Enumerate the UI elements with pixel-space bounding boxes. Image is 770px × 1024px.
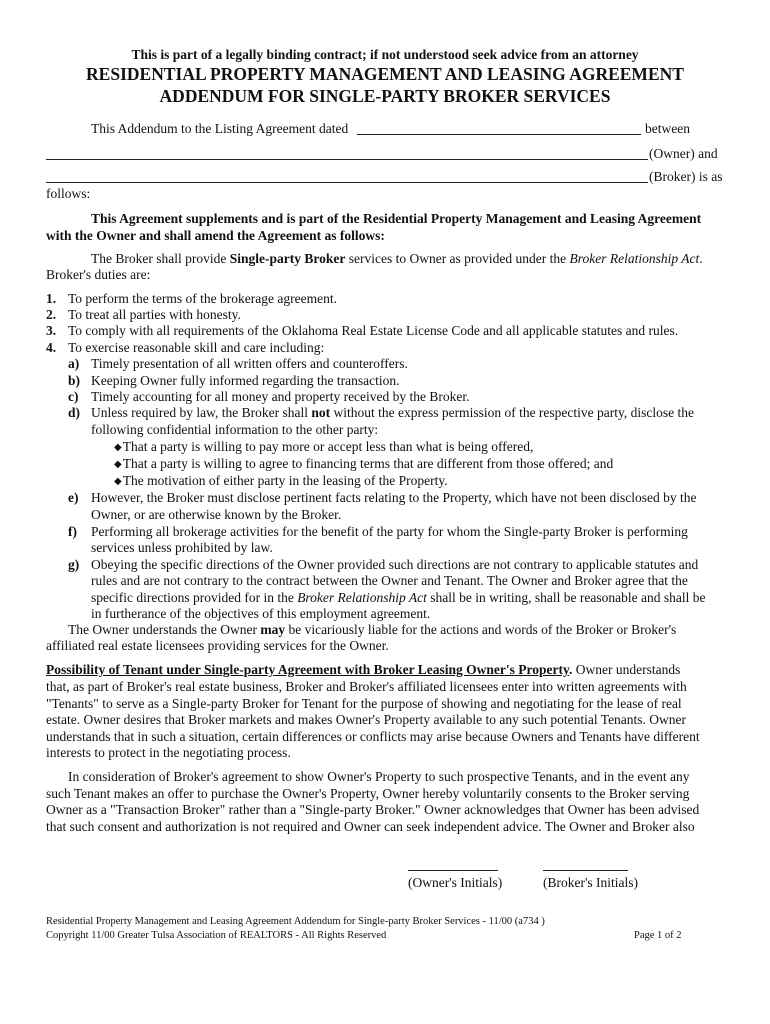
subduty-item-cont: specific directions provided for in the Broker Relationship Act shall be in writing, shall be reasonable and shall be	[91, 590, 706, 605]
bullet-item: ◆The motivation of either party in the leasing of the Property.	[114, 473, 448, 488]
consideration-line: such Tenant makes an offer to purchase the Owner's Property, Owner hereby voluntarily consents to the Broker serving	[46, 786, 690, 801]
subduty-item: Keeping Owner fully informed regarding the transaction.	[91, 373, 400, 388]
broker-initials-label: (Broker's Initials)	[543, 875, 639, 890]
duty-item: To exercise reasonable skill and care including:	[68, 340, 325, 355]
footer-copyright: Copyright 11/00 Greater Tulsa Association of REALTORS - All Rights Reserved	[46, 930, 387, 941]
broker-initials-blank[interactable]	[543, 870, 628, 871]
diamond-bullet-icon: ◆	[114, 459, 122, 470]
subduty-item-cont: in furtherance of the objectives of this employment agreement.	[91, 606, 431, 621]
possibility-line: understands that in such a situation, certain differences or conflicts may arise because Owners and Tenants have different	[46, 729, 700, 744]
broker-provides-line1: The Broker shall provide Single-party Broker services to Owner as provided under the Broker Relationship Act.	[91, 251, 703, 266]
consideration-line: that such consent and authorization is not required and Owner can seek independent advice. The Owner and Broker also	[46, 819, 695, 834]
subduty-item: Timely presentation of all written offers and counteroffers.	[91, 356, 408, 371]
subduty-item: Timely accounting for all money and property received by the Broker.	[91, 389, 470, 404]
owner-initials-blank[interactable]	[408, 870, 498, 871]
subduty-label: e)	[68, 490, 79, 505]
page-number: Page 1 of 2	[634, 930, 682, 941]
addendum-dated-label: This Addendum to the Listing Agreement dated	[91, 121, 349, 136]
legal-notice: This is part of a legally binding contract; if not understood seek advice from an attorney	[131, 47, 639, 62]
duty-item: To comply with all requirements of the Oklahoma Real Estate License Code and all applicable statutes and rules.	[68, 323, 679, 338]
broker-name-blank[interactable]	[46, 182, 648, 183]
footer-form-name: Residential Property Management and Leasing Agreement Addendum for Single-party Broker Services - 11/00 (a734 )	[46, 916, 545, 927]
subduty-item: Performing all brokerage activities for the benefit of the party for whom the Single-party Broker is performing	[91, 524, 688, 539]
subduty-label: f)	[68, 524, 77, 539]
subduty-label: d)	[68, 405, 81, 420]
supplement-line2: with the Owner and shall amend the Agreement as follows:	[46, 228, 385, 243]
subduty-label: g)	[68, 557, 80, 572]
between-label: between	[645, 121, 690, 136]
bullet-item: ◆That a party is willing to agree to financing terms that are different from those offered; and	[114, 456, 614, 471]
document-title-line2: ADDENDUM FOR SINGLE-PARTY BROKER SERVICES	[159, 86, 611, 106]
duty-number: 2.	[46, 307, 57, 322]
subduty-item-cont: rules and are not contrary to the contract between the Owner and Tenant. The Owner and Broker agree that the	[91, 573, 688, 588]
owner-and-label: (Owner) and	[649, 146, 718, 161]
owner-name-blank[interactable]	[46, 159, 648, 160]
subduty-item-cont: following confidential information to the other party:	[91, 422, 379, 437]
duty-item: To treat all parties with honesty.	[68, 307, 241, 322]
subduty-item: Obeying the specific directions of the Owner provided such directions are not contrary to applicable statutes and	[91, 557, 699, 572]
supplement-line1: This Agreement supplements and is part of the Residential Property Management and Leasing Agreement	[91, 211, 702, 226]
subduty-item: However, the Broker must disclose pertinent facts relating to the Property, which have not been disclosed by the	[91, 490, 697, 505]
consideration-line: In consideration of Broker's agreement to show Owner's Property to such prospective Tenants, and in the event any	[68, 769, 690, 784]
liability-line1: The Owner understands the Owner may be vicariously liable for the actions and words of the Broker or Broker's	[68, 622, 677, 637]
subduty-item-cont: Owner, or are otherwise known by the Broker.	[91, 507, 342, 522]
document-title-line1: RESIDENTIAL PROPERTY MANAGEMENT AND LEASING AGREEMENT	[86, 64, 684, 84]
duty-item: To perform the terms of the brokerage agreement.	[68, 291, 337, 306]
subduty-label: c)	[68, 389, 79, 404]
possibility-line: estate. Owner desires that Broker markets and makes Owner's Property available to any such potential Tenants. Owner	[46, 712, 687, 727]
follows-label: follows:	[46, 186, 91, 201]
possibility-heading: Possibility of Tenant under Single-party Agreement with Broker Leasing Owner's Property	[46, 662, 570, 677]
liability-line2: affiliated real estate licensees providing services for the Owner.	[46, 638, 389, 653]
duty-number: 3.	[46, 323, 57, 338]
subduty-item: Unless required by law, the Broker shall not without the express permission of the respective party, disclose the	[91, 405, 695, 420]
bullet-item: ◆That a party is willing to pay more or accept less than what is being offered,	[114, 439, 534, 454]
possibility-line: "Tenants" to serve as a Single-party Broker for Tenant for the purpose of showing and negotiating for the lease of real	[46, 696, 682, 711]
diamond-bullet-icon: ◆	[114, 476, 122, 487]
duty-number: 4.	[46, 340, 57, 355]
possibility-line: that, as part of Broker's real estate business, Broker and Broker's affiliated licensees enter into written agreements with	[46, 679, 687, 694]
subduty-label: b)	[68, 373, 81, 388]
duty-number: 1.	[46, 291, 57, 306]
subduty-item-cont: services unless prohibited by law.	[91, 540, 273, 555]
possibility-line1: Possibility of Tenant under Single-party Agreement with Broker Leasing Owner's Property. Owner understands	[46, 662, 681, 677]
broker-duties-label: Broker's duties are:	[46, 267, 151, 282]
subduty-label: a)	[68, 356, 80, 371]
diamond-bullet-icon: ◆	[114, 442, 122, 453]
possibility-line: interests to protect in the negotiating process.	[46, 745, 291, 760]
consideration-line: Owner as a "Transaction Broker" rather than a "Single-party Broker." Owner acknowledges that Owner has been advised	[46, 802, 700, 817]
date-blank[interactable]	[357, 134, 641, 135]
broker-is-as-label: (Broker) is as	[649, 169, 723, 184]
owner-initials-label: (Owner's Initials)	[408, 875, 503, 890]
